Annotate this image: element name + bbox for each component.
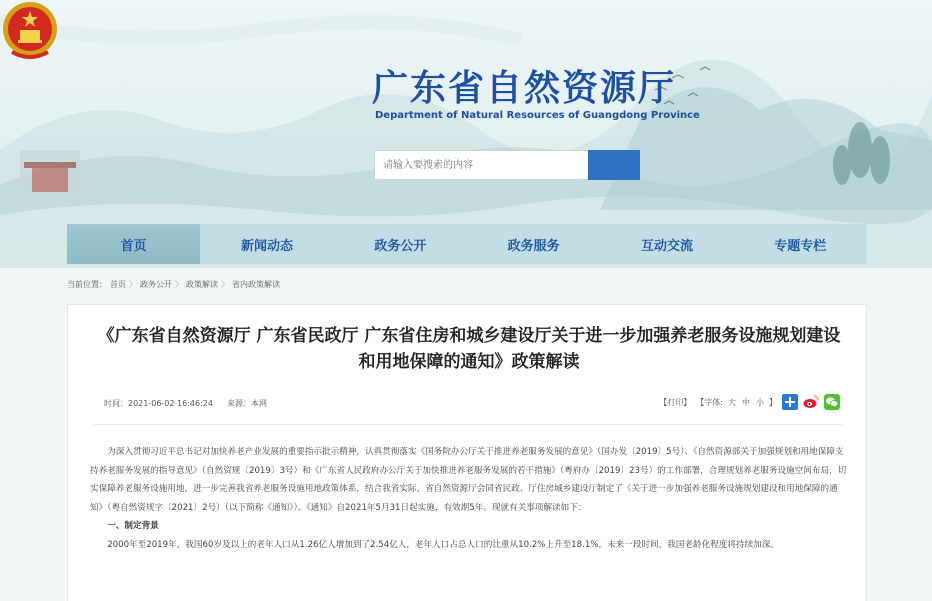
font-size-close: 】 <box>769 397 777 407</box>
search-icon <box>374 150 388 164</box>
section-heading: 一、制定背景 <box>107 521 159 531</box>
publish-time: 时间：2021-06-02 16:46:24 <box>104 399 213 408</box>
wechat-icon[interactable] <box>824 394 840 410</box>
breadcrumb-link-policy[interactable]: 政策解读 <box>186 280 218 289</box>
main-nav <box>67 224 867 264</box>
breadcrumb <box>67 279 280 290</box>
article-body <box>90 443 848 554</box>
article-source: 来源：本网 <box>226 399 267 408</box>
national-emblem-icon <box>0 0 60 62</box>
nav-item-interaction[interactable]: 互动交流 <box>640 238 693 254</box>
header-banner <box>0 0 932 268</box>
weibo-icon[interactable] <box>803 394 819 410</box>
nav-item-gov-services[interactable]: 政务服务 <box>507 238 560 254</box>
font-size-large[interactable]: 大 <box>728 397 736 407</box>
breadcrumb-link-gov-affairs[interactable]: 政务公开 <box>140 280 172 289</box>
article-paragraph: 为深入贯彻习近平总书记对加快养老产业发展的重要指示批示精神，认真贯彻落实《国务院办公厅关于推进养老服务发展的意见》（国办发〔2019〕5号）、《自然资源部关于加强规划和用地保障支持养老服务发展的指导意见》（自然资规〔2019〕3号）和《广东省人民政府办公厅关于加快推进养老服务发展的若干措施》（粤府办〔2019〕23号）的工作部署，合理规划养老服务设施空间布局，切实保障养老服务设施用地，进一步完善我省养老服务设施用地政策体系，结合我省实际，省自然资源厅会同省民政、厅住房城乡建设厅制定了《关于进一步加强养老服务设施规划建设和用地保障的通知》（粤自然资规字〔2021〕2号）（以下简称《通知》）。《通知》自2021年5月31日起实施，有效期5年。现就有关事项解读如下： <box>90 447 847 513</box>
search-input[interactable] <box>374 150 588 180</box>
nav-item-special-topics[interactable]: 专题专栏 <box>774 238 827 254</box>
breadcrumb-separator: 〉 <box>129 280 137 289</box>
breadcrumb-separator: 〉 <box>175 280 183 289</box>
print-link[interactable]: 【打印】 <box>659 397 692 407</box>
article-tools <box>659 394 840 410</box>
breadcrumb-separator: 〉 <box>221 280 229 289</box>
site-title: 广东省自然资源厅 <box>372 67 677 109</box>
nav-item-home[interactable]: 首页 <box>67 224 200 264</box>
share-plus-icon[interactable] <box>782 394 798 410</box>
search-bar <box>374 150 640 180</box>
breadcrumb-prefix: 当前位置： <box>67 280 107 289</box>
divider <box>94 424 842 425</box>
font-size-label: 【字体: <box>696 397 723 407</box>
article-panel <box>67 304 867 601</box>
site-subtitle: Department of Natural Resources of Guangdong Province <box>375 110 700 121</box>
nav-item-gov-affairs[interactable]: 政务公开 <box>374 238 427 254</box>
article-title: 《广东省自然资源厅 广东省民政厅 广东省住房和城乡建设厅关于进一步加强养老服务设施规划建设和用地保障的通知》政策解读 <box>97 326 841 372</box>
breadcrumb-link-home[interactable]: 首页 <box>110 280 126 289</box>
nav-item-news[interactable]: 新闻动态 <box>240 238 293 254</box>
search-button[interactable] <box>588 150 640 180</box>
article-meta <box>104 398 267 409</box>
font-size-small[interactable]: 小 <box>756 397 764 407</box>
font-size-options <box>728 397 764 408</box>
breadcrumb-link-provincial-policy[interactable]: 省内政策解读 <box>232 280 280 289</box>
font-size-medium[interactable]: 中 <box>742 397 750 407</box>
article-paragraph: 2000年至2019年，我国60岁及以上的老年人口从1.26亿人增加到了2.54亿人，老年人口占总人口的比重从10.2%上升至18.1%，未来一段时间，我国老龄化程度将持续加深。 <box>107 539 779 550</box>
